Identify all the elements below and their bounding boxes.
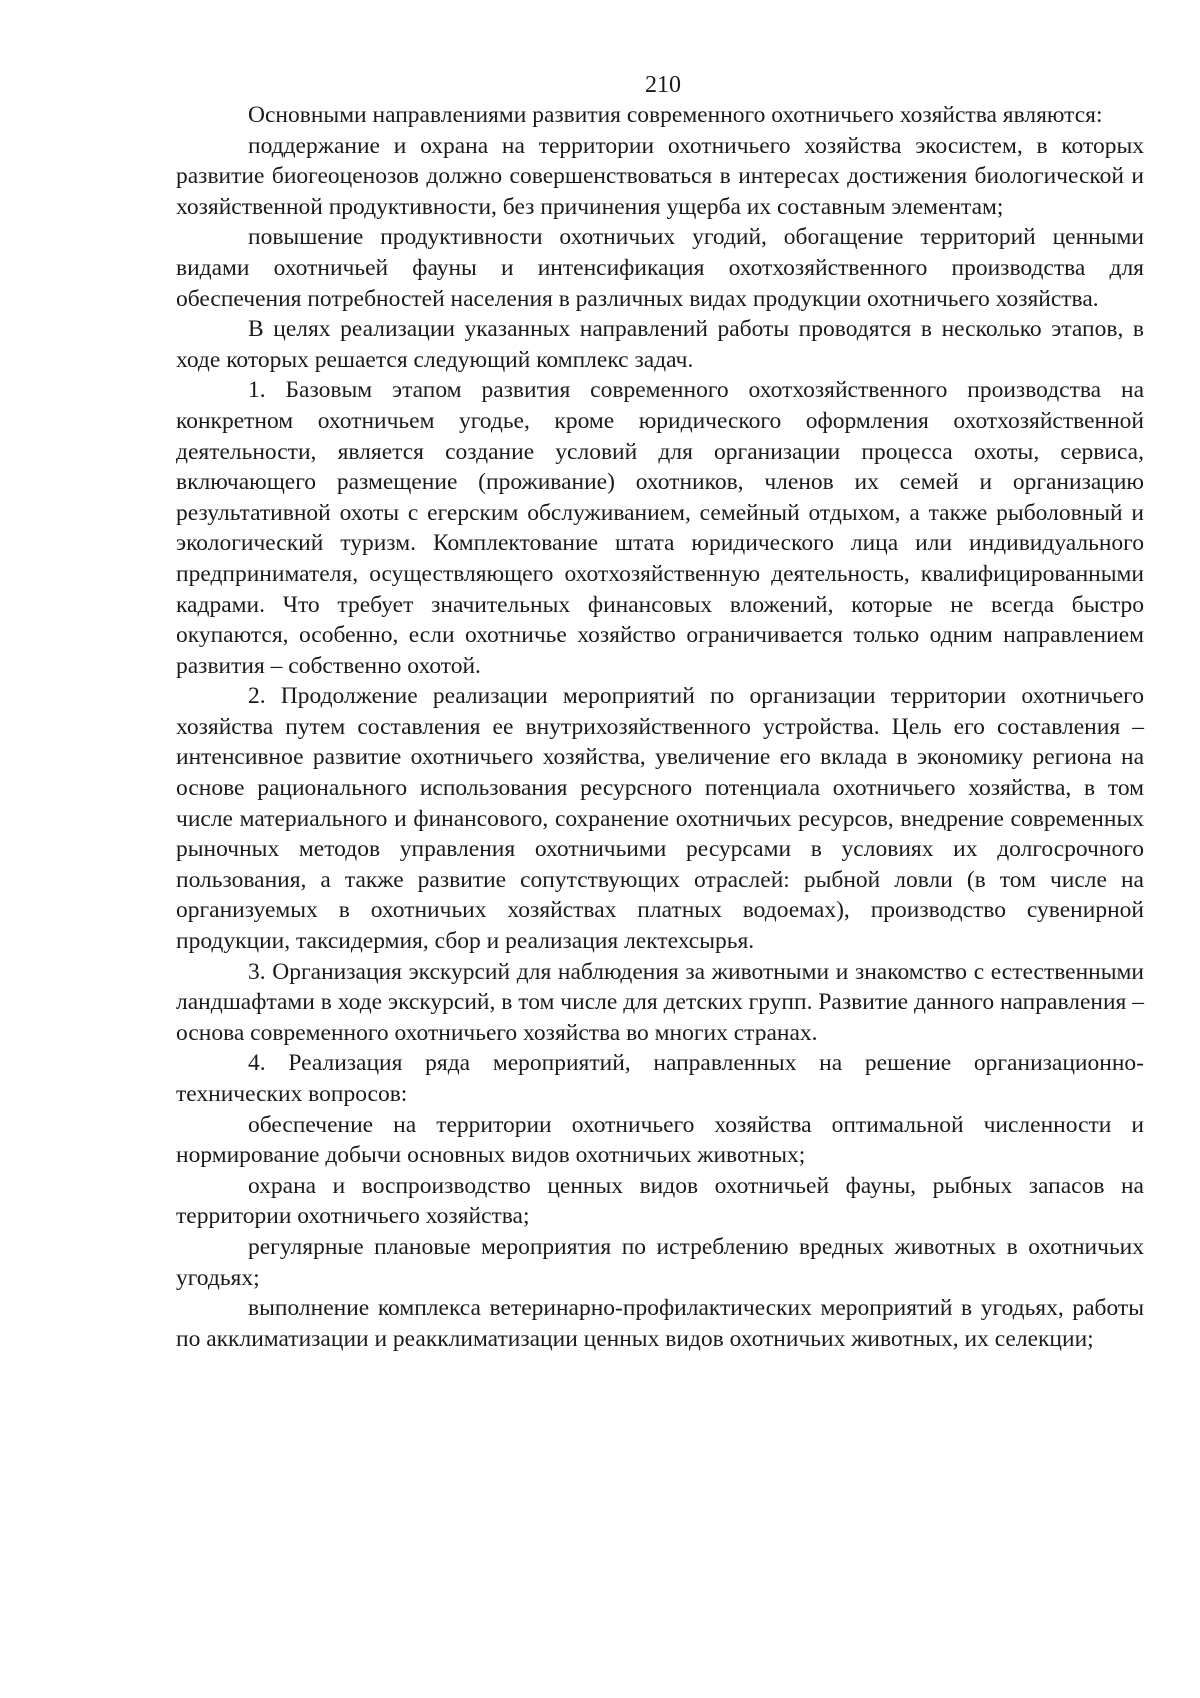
paragraph-item-1: 1. Базовым этапом развития современного охотхозяйственного производства на конкретном охотничьем угодье, кроме юридического оформления охотхозяйственной деятельности, является создание условий для организации процесса охоты, сервиса, включающего размещение (проживание) охотников, членов их семей и организацию результативной охоты с егерским обслуживанием, семейный отдыхом, а также рыболовный и экологический туризм. Комплектование штата юридического лица или индивидуального предпринимателя, осуществляющего охотхозяйственную деятельность, квалифицированными кадрами. Что требует значительных финансовых вложений, которые не всегда быстро окупаются, особенно, если охотничье хозяйство ограничивается только одним направлением развития – собственно охотой. [176, 377, 1144, 679]
paragraph-subitem-pest-control: регулярные плановые мероприятия по истреблению вредных животных в охотничьих угодьях; [176, 1233, 1144, 1291]
paragraph-ecosystem-support: поддержание и охрана на территории охотничьего хозяйства экосистем, в которых развитие биогеоценозов должно совершенствоваться в интересах достижения биологической и хозяйственной продуктивности, без причинения ущерба их составным элементам; [176, 132, 1144, 220]
paragraph-item-3: 3. Организация экскурсий для наблюдения за животными и знакомство с естественными ландшафтами в ходе экскурсий, в том числе для детских групп. Развитие данного направления – основа современного охотничьего хозяйства во многих странах. [176, 958, 1144, 1046]
paragraph-subitem-protection: охрана и воспроизводство ценных видов охотничьей фауны, рыбных запасов на территории охотничьего хозяйства; [176, 1172, 1144, 1230]
page-number: 210 [645, 72, 681, 98]
paragraph-intro: Основными направлениями развития современного охотничьего хозяйства являются: [248, 102, 1103, 128]
document-page [176, 70, 1144, 1354]
paragraph-subitem-population: обеспечение на территории охотничьего хозяйства оптимальной численности и нормирование добычи основных видов охотничьих животных; [176, 1111, 1144, 1169]
paragraph-item-2: 2. Продолжение реализации мероприятий по организации территории охотничьего хозяйства путем составления ее внутрихозяйственного устройства. Цель его составления – интенсивное развитие охотничьего хозяйства, увеличение его вклада в экономику региона на основе рационального использования ресурсного потенциала охотничьего хозяйства, в том числе материального и финансового, сохранение охотничьих ресурсов, внедрение современных рыночных методов управления охотничьими ресурсами в условиях их долгосрочного пользования, а также развитие сопутствующих отраслей: рыбной ловли (в том числе на организуемых в охотничьих хозяйствах платных водоемах), производство сувенирной продукции, таксидермия, сбор и реализация лектехсырья. [176, 683, 1144, 955]
paragraph-stages-intro: В целях реализации указанных направлений работы проводятся в несколько этапов, в ходе которых решается следующий комплекс задач. [176, 316, 1144, 373]
paragraph-productivity: повышение продуктивности охотничьих угодий, обогащение территорий ценными видами охотничьей фауны и интенсификация охотхозяйственного производства для обеспечения потребностей населения в различных видах продукции охотничьего хозяйства. [176, 224, 1144, 312]
paragraph-subitem-veterinary: выполнение комплекса ветеринарно-профилактических мероприятий в угодьях, работы по акклиматизации и реакклиматизации ценных видов охотничьих животных, их селекции; [176, 1295, 1144, 1352]
paragraph-item-4: 4. Реализация ряда мероприятий, направленных на решение организационно-технических вопросов: [176, 1050, 1144, 1107]
